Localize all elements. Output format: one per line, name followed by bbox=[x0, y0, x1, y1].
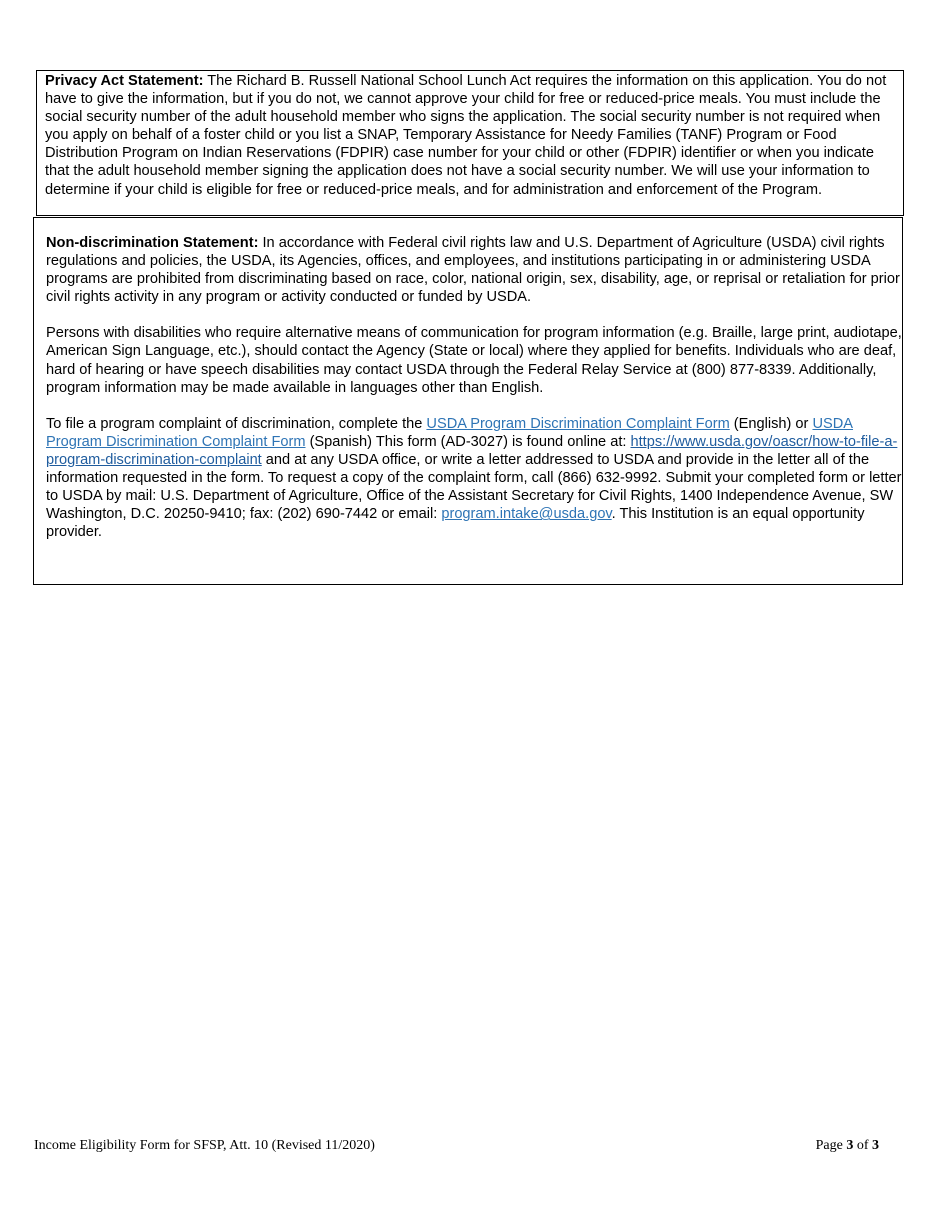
complaint-form-spanish-link[interactable]: USDA Program Discrimination Complaint Form bbox=[46, 415, 854, 450]
complaint-mail-text: and at any USDA office, or write a letter addressed to USDA and provide in the letter all of the information requested in the form. To request a copy of the complaint form, call (866) 632-9992. Submit your completed form or letter to USDA by mail: U.S. Department of Agriculture, Office of the Assistant Secretary for Civil Rights, 1400 Independence Avenue, SW Washington, D.C. 20250-9410; fax: (202) 690-7442 or email: bbox=[46, 451, 902, 523]
complaint-form-english-link[interactable]: USDA Program Discrimination Complaint Form bbox=[426, 415, 730, 432]
non-discrimination-box bbox=[33, 217, 903, 585]
privacy-act-heading: Privacy Act Statement: bbox=[45, 73, 204, 89]
footer-page-number bbox=[816, 1138, 879, 1154]
page-current: 3 bbox=[846, 1138, 854, 1153]
page-total: 3 bbox=[872, 1138, 879, 1153]
page-of: of bbox=[853, 1138, 872, 1153]
non-discrimination-paragraph-1 bbox=[46, 234, 906, 306]
privacy-act-box bbox=[36, 70, 904, 216]
complaint-online-url-link[interactable]: https://www.usda.gov/oascr/how-to-file-a-program-discrimination-complaint bbox=[46, 433, 898, 468]
equal-opportunity-text: . This Institution is an equal opportunity provider. bbox=[46, 506, 865, 541]
non-discrimination-heading: Non-discrimination Statement: bbox=[46, 235, 259, 251]
footer-form-name: Income Eligibility Form for SFSP, Att. 10 (Revised 11/2020) bbox=[34, 1138, 375, 1153]
non-discrimination-paragraph-2: Persons with disabilities who require alternative means of communication for program information (e.g. Braille, large print, audiotape, American Sign Language, etc.), should contact the Agency (State or local) where they applied for benefits. Individuals who are deaf, hard of hearing or have speech disabilities may contact USDA through the Federal Relay Service at (800) 877-8339. Additionally, program information may be made available in languages other than English. bbox=[46, 325, 902, 396]
privacy-act-statement bbox=[45, 72, 895, 199]
complaint-intro-text: To file a program complaint of discrimination, complete the bbox=[46, 415, 427, 432]
english-label: (English) or bbox=[729, 415, 813, 432]
page-prefix: Page bbox=[815, 1138, 847, 1153]
non-discrimination-paragraph-3 bbox=[46, 415, 906, 542]
email-link[interactable]: program.intake@usda.gov bbox=[441, 506, 612, 523]
privacy-act-body: The Richard B. Russell National School Lunch Act requires the information on this application. You do not have to give the information, but if you do not, we cannot approve your child for free or reduced-price meals. You must include the social security number of the adult household member who signs the application. The social security number is not required when you apply on behalf of a foster child or you list a SNAP, Temporary Assistance for Needy Families (TANF) Program or Food Distribution Program on Indian Reservations (FDPIR) case number for your child or other (FDPIR) identifier or when you indicate that the adult household member signing the application does not have a social security number. We will use your information to determine if your child is eligible for free or reduced-price meals, and for administration and enforcement of the Program. bbox=[45, 73, 887, 198]
non-discrimination-text-1: In accordance with Federal civil rights law and U.S. Department of Agriculture (USDA) civil rights regulations and policies, the USDA, its Agencies, offices, and employees, and institutions participating in or administering USDA programs are prohibited from discriminating based on race, color, national origin, sex, disability, age, or reprisal or retaliation for prior civil rights activity in any program or activity conducted or funded by USDA. bbox=[46, 235, 900, 306]
spanish-form-text: (Spanish) This form (AD-3027) is found online at: bbox=[305, 433, 631, 450]
